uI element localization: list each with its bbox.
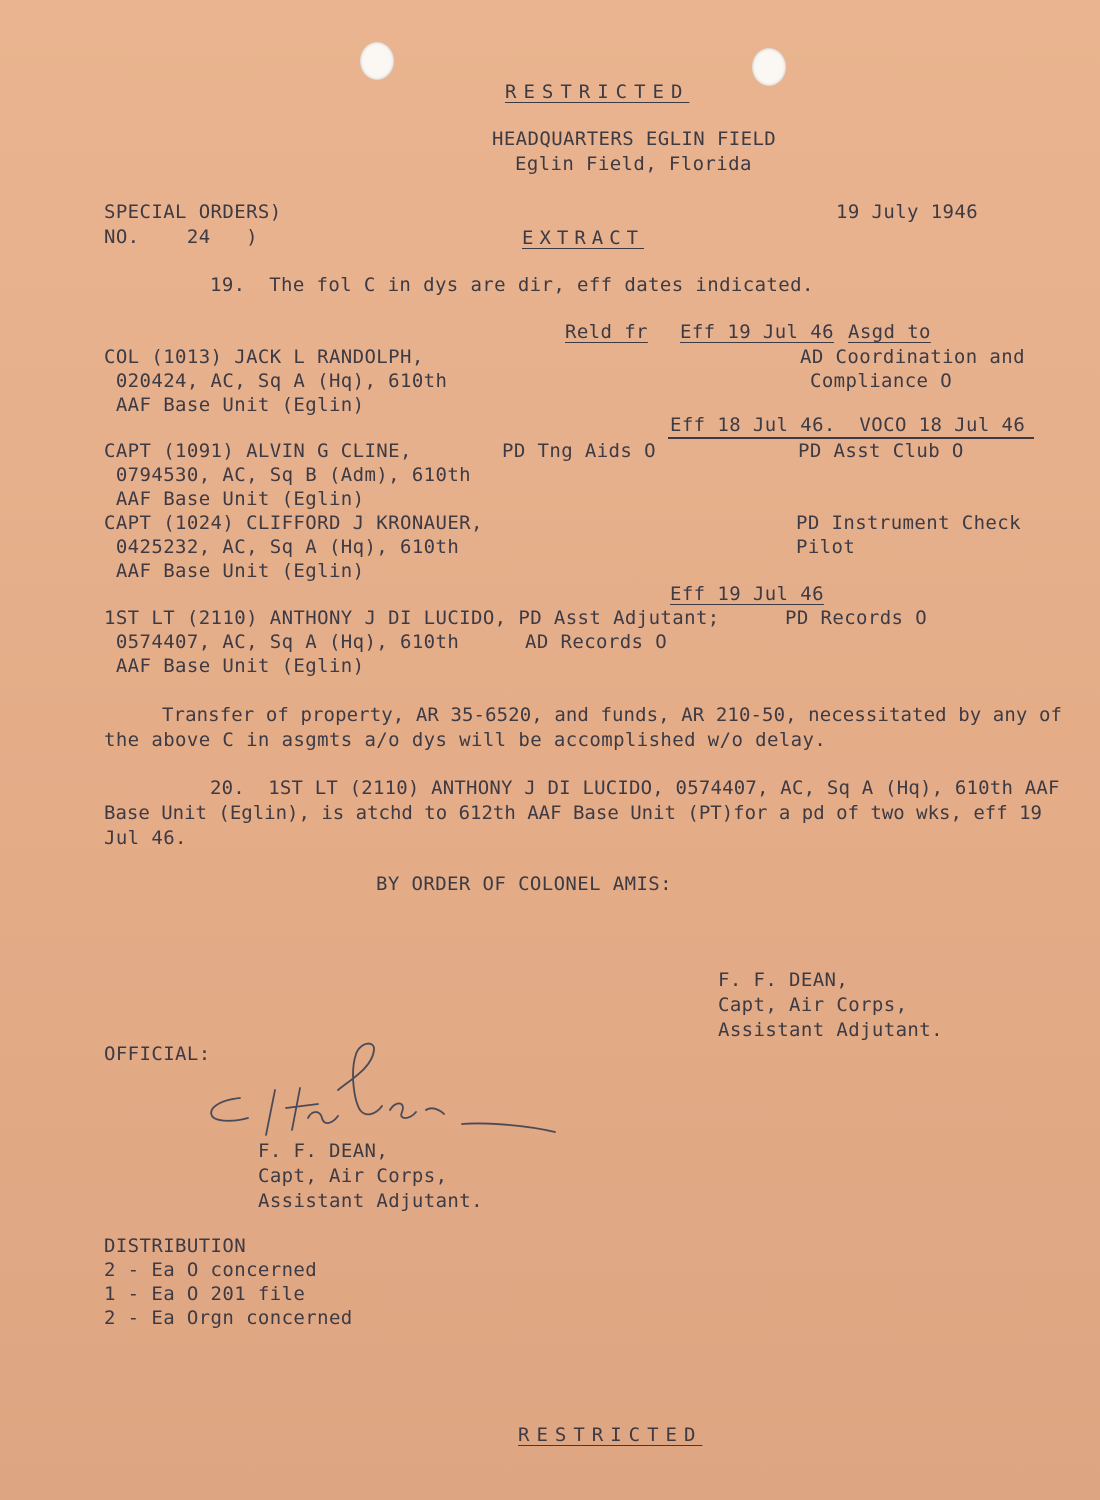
distribution-label: DISTRIBUTION bbox=[104, 1235, 247, 1257]
entry-2-line-2: 0794530, AC, Sq B (Adm), 610th bbox=[104, 464, 472, 486]
signer-name: F. F. DEAN, bbox=[718, 969, 849, 991]
entry-3-line-3: AAF Base Unit (Eglin) bbox=[104, 560, 365, 582]
entry-4-relieved-from: AD Records O bbox=[525, 631, 668, 653]
entry-4-line-2: 0574407, AC, Sq A (Hq), 610th bbox=[104, 631, 460, 653]
handwritten-signature bbox=[200, 1040, 570, 1140]
headquarters-location: Eglin Field, Florida bbox=[515, 153, 752, 175]
entry-2-line-1: CAPT (1091) ALVIN G CLINE, bbox=[104, 440, 412, 462]
classification-bottom: RESTRICTED bbox=[518, 1424, 703, 1446]
effective-date-voco: Eff 18 Jul 46. VOCO 18 Jul 46 bbox=[670, 414, 1026, 436]
distribution-item: 2 - Ea O concerned bbox=[104, 1259, 318, 1281]
classification-top: RESTRICTED bbox=[505, 81, 690, 103]
official-rank: Capt, Air Corps, bbox=[258, 1165, 448, 1187]
para-19-intro: 19. The fol C in dys are dir, eff dates indicated. bbox=[210, 274, 814, 296]
entry-2-line-3: AAF Base Unit (Eglin) bbox=[104, 488, 365, 510]
effective-date-2: Eff 19 Jul 46 bbox=[670, 583, 824, 605]
entry-3-assignment-2: Pilot bbox=[796, 536, 856, 558]
column-effective-date: Eff 19 Jul 46 bbox=[680, 321, 834, 343]
official-name: F. F. DEAN, bbox=[258, 1140, 389, 1162]
para-20-line-2: Base Unit (Eglin), is atchd to 612th AAF Base Unit (PT)for a pd of two wks, eff 19 bbox=[104, 802, 1042, 824]
special-orders-label: SPECIAL ORDERS) bbox=[104, 201, 282, 223]
para-20-line-1: 20. 1ST LT (2110) ANTHONY J DI LUCIDO, 0574407, AC, Sq A (Hq), 610th AAF bbox=[210, 777, 1060, 799]
distribution-item: 1 - Ea O 201 file bbox=[104, 1283, 306, 1305]
punch-hole bbox=[360, 42, 394, 80]
entry-1-line-1: COL (1013) JACK L RANDOLPH, bbox=[104, 346, 424, 368]
entry-4-assignment: PD Records O bbox=[785, 607, 928, 629]
entry-2-assignment: PD Asst Club O bbox=[798, 440, 964, 462]
entry-4-line-1: 1ST LT (2110) ANTHONY J DI LUCIDO, PD Asst Adjutant; bbox=[104, 607, 720, 629]
entry-4-line-3: AAF Base Unit (Eglin) bbox=[104, 655, 365, 677]
entry-3-assignment-1: PD Instrument Check bbox=[796, 512, 1021, 534]
entry-1-line-3: AAF Base Unit (Eglin) bbox=[104, 394, 365, 416]
entry-1-line-2: 020424, AC, Sq A (Hq), 610th bbox=[104, 370, 448, 392]
entry-2-relieved-from: PD Tng Aids O bbox=[502, 440, 656, 462]
entry-3-line-1: CAPT (1024) CLIFFORD J KRONAUER, bbox=[104, 512, 483, 534]
punch-hole bbox=[752, 48, 786, 86]
order-authority: BY ORDER OF COLONEL AMIS: bbox=[376, 873, 672, 895]
column-assigned-to: Asgd to bbox=[848, 321, 931, 343]
distribution-item: 2 - Ea Orgn concerned bbox=[104, 1307, 353, 1329]
headquarters-title: HEADQUARTERS EGLIN FIELD bbox=[492, 128, 777, 150]
extract-heading: EXTRACT bbox=[522, 227, 645, 249]
column-relieved-from: Reld fr bbox=[565, 321, 648, 343]
official-label: OFFICIAL: bbox=[104, 1043, 211, 1065]
official-title: Assistant Adjutant. bbox=[258, 1190, 483, 1212]
order-date: 19 July 1946 bbox=[836, 201, 979, 223]
entry-1-assignment-2: Compliance O bbox=[810, 370, 953, 392]
entry-1-assignment-1: AD Coordination and bbox=[800, 346, 1025, 368]
signer-title: Assistant Adjutant. bbox=[718, 1019, 943, 1041]
signer-rank: Capt, Air Corps, bbox=[718, 994, 908, 1016]
transfer-line-1: Transfer of property, AR 35-6520, and funds, AR 210-50, necessitated by any of bbox=[162, 704, 1063, 726]
transfer-line-2: the above C in asgmts a/o dys will be accomplished w/o delay. bbox=[104, 729, 827, 751]
para-20-line-3: Jul 46. bbox=[104, 827, 187, 849]
special-orders-number: NO. 24 ) bbox=[104, 226, 258, 248]
entry-3-line-2: 0425232, AC, Sq A (Hq), 610th bbox=[104, 536, 460, 558]
